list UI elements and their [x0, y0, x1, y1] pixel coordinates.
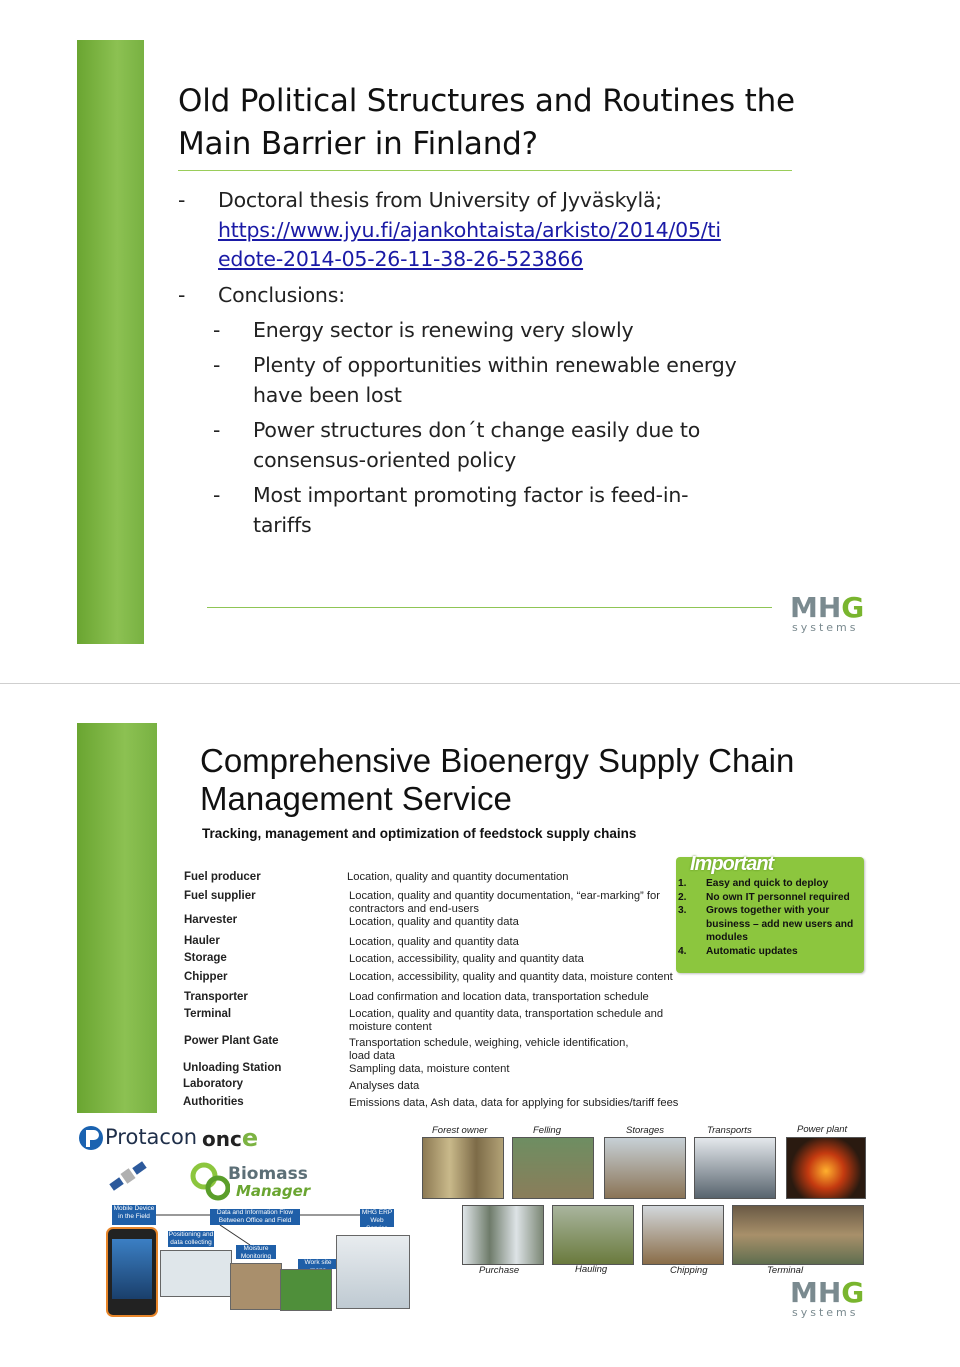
caption-felling: Felling: [533, 1125, 561, 1136]
role-terminal: Terminal: [184, 1008, 232, 1020]
role-storage: Storage: [184, 952, 227, 964]
once-logo: [202, 1124, 258, 1152]
role-authorities: Authorities: [183, 1096, 244, 1108]
manager-word: Manager: [236, 1182, 311, 1200]
satellite-icon: [108, 1158, 148, 1194]
conclusion-1-text: Energy sector is renewing very slowly: [253, 318, 634, 342]
role-power-plant-gate: Power Plant Gate: [184, 1035, 279, 1047]
erp-label: MHG ERP Web Service: [361, 1209, 393, 1232]
desc-hauler: Location, quality and quantity data: [349, 936, 519, 948]
bullet-conclusions-text: Conclusions:: [218, 283, 345, 307]
system-diagram: [100, 1195, 410, 1315]
moisture-label: Moisture Monitoring: [236, 1245, 276, 1259]
desc-storage: Location, accessibility, quality and quantity data: [349, 953, 584, 965]
bullet-dash: -: [213, 418, 221, 442]
role-harvester: Harvester: [184, 914, 238, 926]
screenshot-moisture: [230, 1263, 282, 1310]
bullet-dash: -: [178, 188, 186, 212]
caption-storages: Storages: [626, 1125, 665, 1136]
mhg-logo-g: G: [841, 1276, 865, 1309]
bullet-dash: -: [178, 283, 186, 307]
caption-transports: Transports: [707, 1125, 752, 1136]
caption-purchase: Purchase: [479, 1265, 520, 1276]
desc-unloading-station: Sampling data, moisture content: [349, 1063, 510, 1075]
once-e: e: [241, 1124, 259, 1152]
caption-terminal: Terminal: [767, 1265, 804, 1276]
photo-felling: [512, 1137, 594, 1199]
desc-chipper: Location, accessibility, quality and quantity data, moisture content: [349, 971, 673, 983]
worksite-label: Work site: [298, 1259, 338, 1269]
once-wordmark: onc: [202, 1127, 242, 1151]
role-chipper: Chipper: [184, 971, 228, 983]
conclusion-4-line2: tariffs: [253, 512, 312, 537]
important-item-4: 4. Automatic updates: [678, 945, 798, 957]
photo-hauling: [552, 1205, 634, 1265]
conclusion-item-1: [213, 316, 773, 346]
desc-fuel-supplier: Location, quality and quantity documentation, “ear-marking” for contractors and end-users: [349, 890, 660, 915]
bullet-dash: -: [213, 353, 221, 377]
screenshot-erp: [336, 1235, 410, 1309]
slide1-bullet-thesis: [178, 186, 798, 275]
slide2-title-line1: Comprehensive Bioenergy Supply Chain: [200, 742, 795, 779]
caption-chipping: Chipping: [670, 1265, 708, 1276]
role-transporter: Transporter: [184, 991, 248, 1003]
important-item-1: 1. Easy and quick to deploy: [678, 878, 829, 889]
role-laboratory: Laboratory: [183, 1078, 244, 1090]
mhg-logo-g: G: [841, 591, 865, 624]
mhg-logo: [790, 591, 865, 634]
desc-harvester: Location, quality and quantity data: [349, 916, 519, 928]
slide2-title: [200, 742, 900, 818]
desc-transporter: Load confirmation and location data, transportation schedule: [349, 991, 649, 1003]
mobile-device-label: Mobile Device in the Field: [112, 1205, 156, 1225]
slide1-bullet-conclusions: [178, 281, 798, 311]
thesis-link-line2[interactable]: edote-2014-05-26-11-38-26-523866: [218, 247, 584, 271]
photo-power-plant: [786, 1137, 866, 1199]
data-flow-label: Data and Information Flow Between Office and Field Workers: [210, 1209, 300, 1225]
conclusion-item-2: [213, 351, 773, 410]
slide1-title-rule: [178, 170, 792, 171]
slide1-title-line2: Main Barrier in Finland?: [178, 126, 538, 162]
slide1-footer-rule: [207, 607, 772, 608]
conclusion-2-line2: have been lost: [253, 382, 402, 407]
slide1-title: [178, 80, 878, 166]
desc-power-plant-gate: Transportation schedule, weighing, vehicle identification, load data: [349, 1037, 629, 1062]
screenshot-map: [280, 1269, 332, 1311]
desc-laboratory: Analyses data: [349, 1080, 420, 1092]
photo-storages: [604, 1137, 686, 1199]
slide2-subtitle: Tracking, management and optimization of feedstock supply chains: [202, 826, 637, 841]
bullet-dash: -: [213, 318, 221, 342]
caption-power-plant: Power plant: [797, 1124, 848, 1135]
biomass-word: Biomass: [228, 1164, 308, 1184]
slide1-left-bar: [77, 40, 144, 644]
conclusion-4-line1: Most important promoting factor is feed-in-: [253, 483, 689, 507]
role-fuel-producer: Fuel producer: [184, 871, 261, 883]
slide-separator: [0, 683, 960, 684]
mobile-phone-image: [106, 1227, 158, 1317]
bullet-dash: -: [213, 483, 221, 507]
protacon-wordmark: Protacon: [105, 1125, 198, 1149]
slide2-left-bar: [77, 723, 157, 1113]
mhg-logo-mh: MH: [790, 1276, 842, 1309]
photo-chipping: [642, 1205, 724, 1265]
photo-terminal: [732, 1205, 864, 1265]
protacon-p-icon: [78, 1123, 104, 1153]
photo-forest-owner: [422, 1137, 504, 1199]
conclusion-item-3: [213, 416, 773, 475]
important-item-3: 3. Grows together with your business – add new users and modules: [678, 905, 854, 943]
screenshot-positioning: [160, 1250, 232, 1297]
mhg-logo-slide2: [790, 1276, 865, 1319]
mhg-logo-systems: systems: [792, 621, 859, 634]
bullet-thesis-text: Doctoral thesis from University of Jyväskylä;: [218, 188, 663, 212]
desc-fuel-producer: Location, quality and quantity documentation: [347, 871, 569, 883]
conclusion-3-line2: consensus-oriented policy: [253, 447, 517, 472]
thesis-link-line1[interactable]: https://www.jyu.fi/ajankohtaista/arkisto/2014/05/ti: [218, 217, 721, 242]
mhg-logo-systems: systems: [792, 1306, 859, 1319]
photo-purchase: [462, 1205, 544, 1265]
important-item-2: 2. No own IT personnel required: [678, 891, 850, 903]
important-list: [678, 877, 860, 958]
photo-transports: [694, 1137, 776, 1199]
desc-authorities: Emissions data, Ash data, data for applying for subsidies/tariff fees: [349, 1097, 679, 1109]
important-heading: Important: [690, 853, 774, 875]
caption-hauling: Hauling: [575, 1264, 608, 1275]
desc-terminal: Location, quality and quantity data, transportation schedule and moisture content: [349, 1008, 664, 1033]
caption-forest-owner: Forest owner: [432, 1125, 488, 1136]
role-unloading-station: Unloading Station: [183, 1062, 282, 1074]
role-fuel-supplier: Fuel supplier: [184, 890, 256, 902]
positioning-label: Positioning and data collecting: [168, 1231, 214, 1246]
role-hauler: Hauler: [184, 935, 220, 947]
slide2-title-line2: Management Service: [200, 780, 512, 817]
conclusion-item-4: [213, 481, 773, 540]
mhg-logo-mh: MH: [790, 591, 842, 624]
conclusion-3-line1: Power structures don´t change easily due to: [253, 418, 701, 442]
conclusion-2-line1: Plenty of opportunities within renewable energy: [253, 353, 737, 377]
slide1-title-line1: Old Political Structures and Routines the: [178, 83, 795, 119]
